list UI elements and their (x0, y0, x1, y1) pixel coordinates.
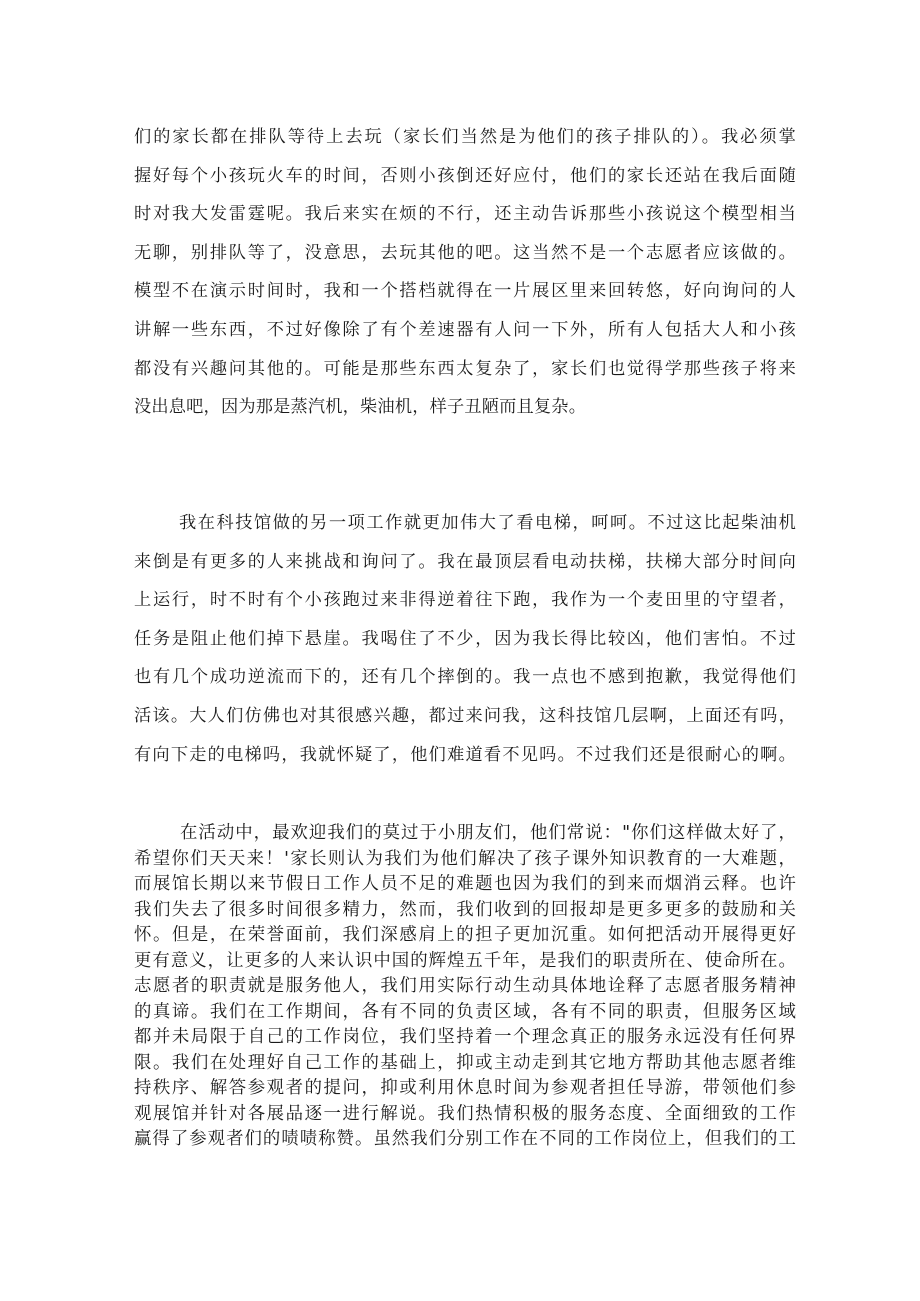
text-line: 有向下走的电梯吗，我就怀疑了，他们难道看不见吗。不过我们还是很耐心的啊。 (134, 744, 796, 765)
text-line: 都没有兴趣问其他的。可能是那些东西太复杂了，家长们也觉得学那些孩子将来 (134, 358, 796, 379)
text-line: 希望你们天天来！'家长则认为我们为他们解决了孩子课外知识教育的一大难题， (134, 848, 796, 869)
text-line: 更有意义，让更多的人来认识中国的辉煌五千年，是我们的职责所在、使命所在。 (134, 950, 796, 971)
text-line: 活该。大人们仿佛也对其很感兴趣，都过来问我，这科技馆几层啊，上面还有吗， (134, 705, 796, 726)
text-line: 讲解一些东西，不过好像除了有个差速器有人问一下外，所有人包括大人和小孩 (134, 319, 796, 340)
text-line: 握好每个小孩玩火车的时间，否则小孩倒还好应付，他们的家长还站在我后面随 (134, 165, 796, 186)
text-line: 无聊，别排队等了，没意思，去玩其他的吧。这当然不是一个志愿者应该做的。 (134, 242, 796, 263)
text-line: 赢得了参观者们的啧啧称赞。虽然我们分别工作在不同的工作岗位上，但我们的工 (134, 1129, 796, 1149)
text-line: 都并未局限于自己的工作岗位，我们坚持着一个理念真正的服务永远没有任何界 (134, 1027, 796, 1047)
paragraph-2 (134, 504, 796, 774)
text-line: 观展馆并针对各展品逐一进行解说。我们热情积极的服务态度、全面细致的工作 (134, 1103, 796, 1124)
text-line: 而展馆长期以来节假日工作人员不足的难题也因为我们的到来而烟消云释。也许 (134, 874, 796, 894)
text-line: 在活动中，最欢迎我们的莫过于小朋友们，他们常说："你们这样做太好了， (180, 823, 796, 843)
text-line: 志愿者的职责就是服务他人，我们用实际行动生动具体地诠释了志愿者服务精神 (134, 976, 796, 996)
text-line: 持秩序、解答参观者的提问，抑或利用休息时间为参观者担任导游，带领他们参 (134, 1078, 796, 1098)
text-line: 没出息吧，因为那是蒸汽机，柴油机，样子丑陋而且复杂。 (134, 397, 587, 418)
text-line: 的真谛。我们在工作期间，各有不同的负责区域，各有不同的职责，但服务区域 (134, 1001, 796, 1022)
text-line: 上运行，时不时有个小孩跑过来非得逆着往下跑，我作为一个麦田里的守望者， (134, 590, 796, 611)
text-line: 们的家长都在排队等待上去玩（家长们当然是为他们的孩子排队的）。我必须掌 (134, 127, 796, 147)
text-line: 也有几个成功逆流而下的，还有几个摔倒的。我一点也不感到抱歉，我觉得他们 (134, 667, 796, 688)
text-line: 限。我们在处理好自己工作的基础上，抑或主动走到其它地方帮助其他志愿者维 (134, 1052, 796, 1073)
text-line: 模型不在演示时间时，我和一个搭档就得在一片展区里来回转悠，好向询问的人 (134, 281, 796, 302)
paragraph-3 (134, 821, 796, 1153)
text-line: 我在科技馆做的另一项工作就更加伟大了看电梯，呵呵。不过这比起柴油机 (179, 513, 796, 533)
text-line: 来倒是有更多的人来挑战和询问了。我在最顶层看电动扶梯，扶梯大部分时间向 (134, 551, 796, 572)
paragraph-1 (134, 118, 796, 427)
text-line: 怀。但是，在荣誉面前，我们深感肩上的担子更加沉重。如何把活动开展得更好 (134, 925, 796, 945)
text-line: 任务是阻止他们掉下悬崖。我喝住了不少，因为我长得比较凶，他们害怕。不过 (134, 628, 796, 649)
text-line: 时对我大发雷霆呢。我后来实在烦的不行，还主动告诉那些小孩说这个模型相当 (134, 204, 796, 225)
text-line: 我们失去了很多时间很多精力，然而，我们收到的回报却是更多更多的鼓励和关 (134, 899, 796, 920)
